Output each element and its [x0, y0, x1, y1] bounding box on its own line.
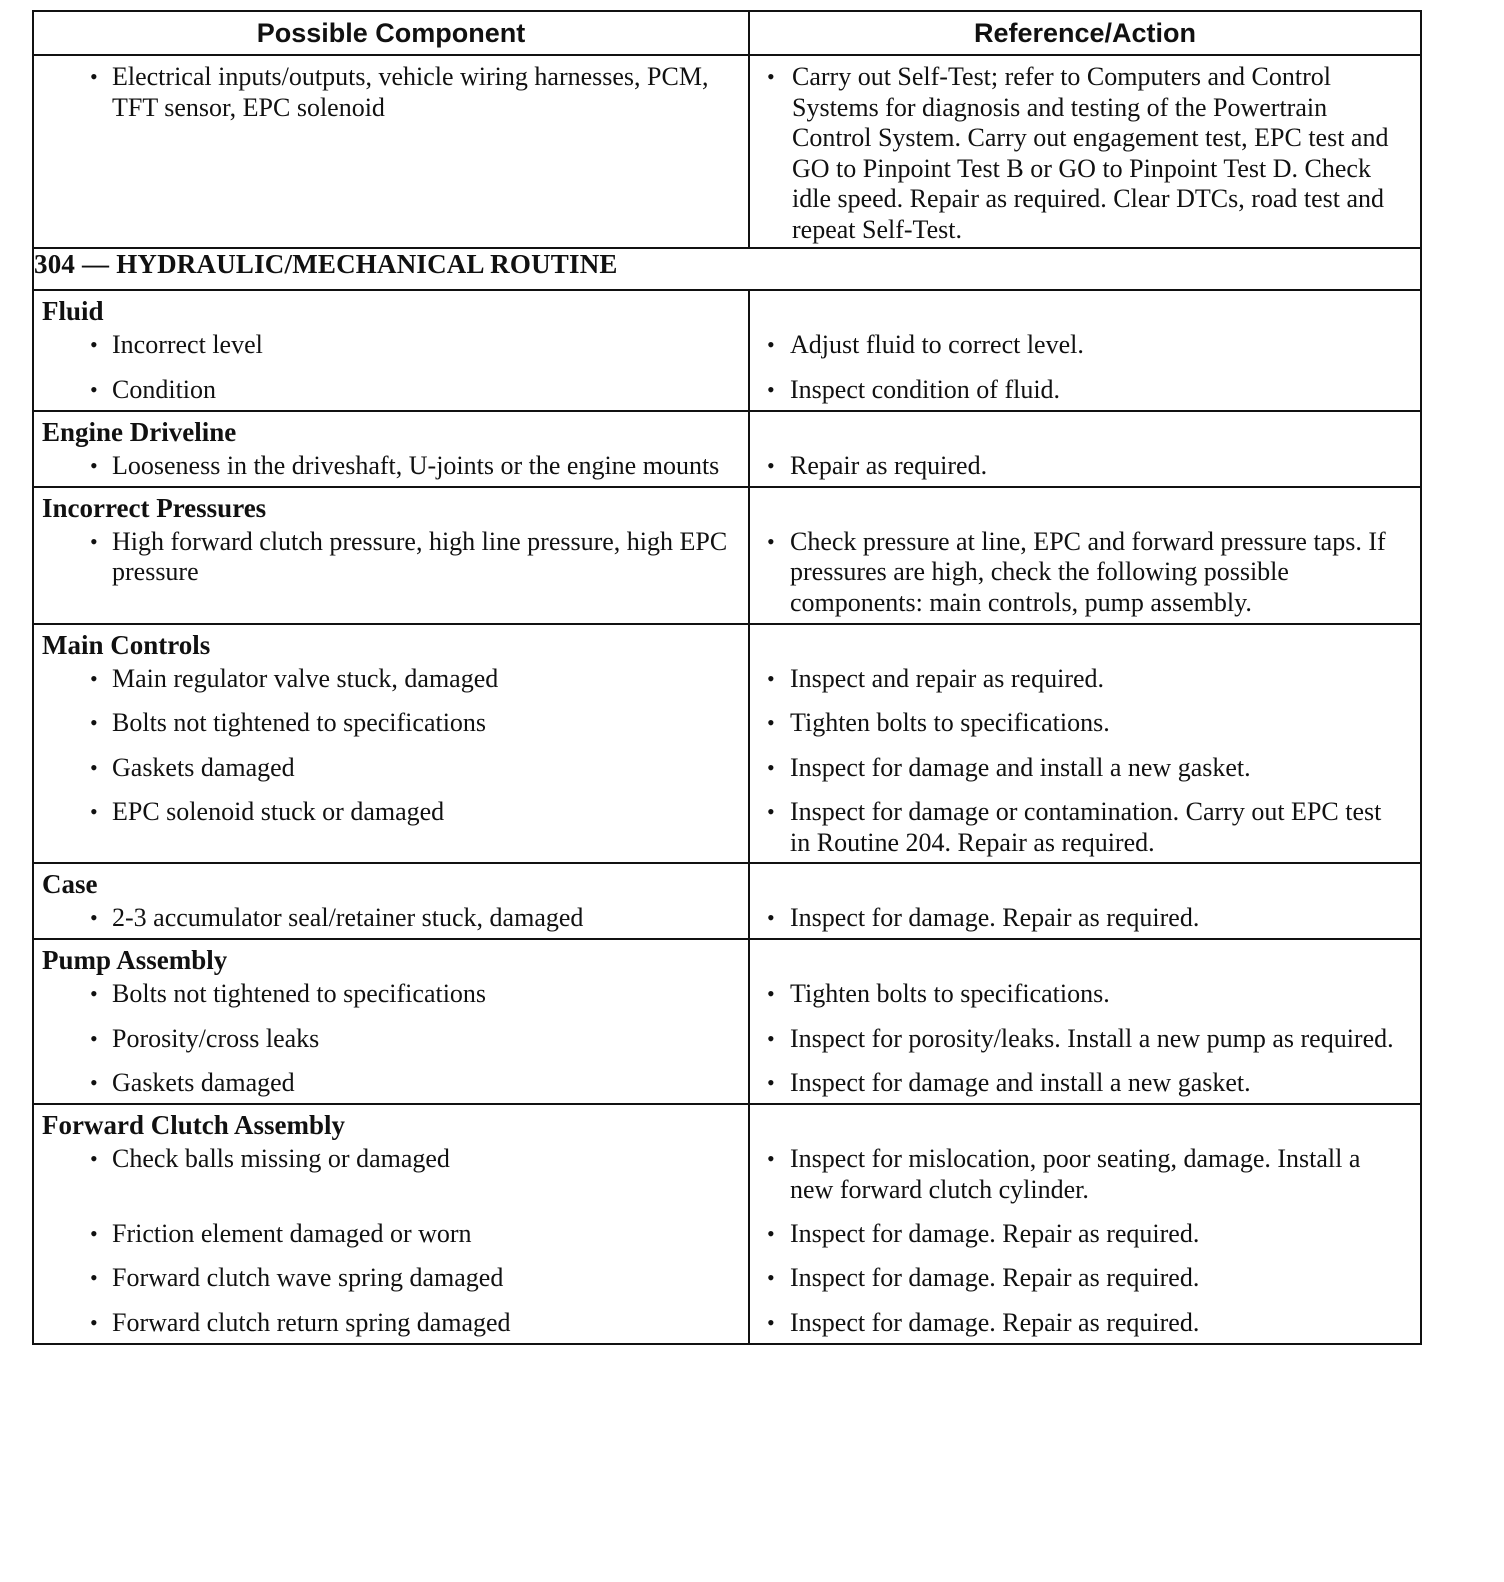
group-spacer — [750, 864, 1420, 903]
group-spacer — [750, 940, 1420, 979]
bullet-icon: • — [90, 528, 98, 554]
bullet-icon: • — [90, 1070, 98, 1095]
table-row — [33, 624, 1421, 864]
list-item — [34, 451, 748, 482]
bullet-icon: • — [767, 1309, 775, 1335]
bullet-icon: • — [767, 905, 775, 930]
list-item — [34, 62, 748, 123]
bullet-icon: • — [767, 665, 775, 691]
component-cell — [33, 55, 749, 248]
action-text: Inspect for mislocation, poor seating, damage. Install a new forward clutch cylinder. — [790, 1144, 1361, 1204]
bullet-icon: • — [90, 1265, 98, 1290]
list-item — [34, 1219, 748, 1250]
list-item — [34, 1068, 748, 1099]
table-row — [33, 863, 1421, 939]
bullet-icon: • — [90, 665, 98, 691]
group-title: Case — [42, 869, 98, 899]
list-item — [750, 979, 1420, 1010]
component-cell — [33, 487, 749, 624]
component-text: High forward clutch pressure, high line pressure, high EPC pressure — [112, 526, 728, 586]
group-title: Pump Assembly — [42, 945, 228, 975]
bullet-icon: • — [90, 981, 98, 1006]
component-cell — [33, 1104, 749, 1344]
group-spacer — [750, 488, 1420, 527]
action-text: Inspect for damage. Repair as required. — [790, 903, 1200, 932]
action-text: Inspect and repair as required. — [790, 663, 1105, 693]
group-spacer — [750, 291, 1420, 330]
bullet-icon: • — [90, 710, 98, 735]
action-cell — [749, 487, 1421, 624]
bullet-icon: • — [767, 710, 775, 735]
section-title: 304 — HYDRAULIC/MECHANICAL ROUTINE — [33, 248, 1421, 290]
action-cell — [749, 411, 1421, 487]
bullet-icon: • — [90, 1025, 98, 1051]
table-row — [33, 1104, 1421, 1344]
action-text: Inspect for porosity/leaks. Install a new pump as required. — [790, 1023, 1394, 1053]
list-item — [750, 753, 1420, 784]
bullet-icon: • — [767, 799, 775, 824]
action-text: Inspect for damage. Repair as required. — [790, 1263, 1200, 1292]
bullet-icon: • — [90, 754, 98, 780]
component-text: Friction element damaged or worn — [112, 1218, 472, 1248]
list-item — [750, 1263, 1420, 1294]
list-item — [34, 375, 748, 406]
table-row — [33, 411, 1421, 487]
component-text: 2-3 accumulator seal/retainer stuck, damaged — [112, 903, 584, 932]
bullet-icon: • — [90, 64, 98, 89]
list-item — [34, 1024, 748, 1055]
bullet-icon: • — [767, 981, 775, 1006]
list-item — [750, 330, 1420, 361]
group-spacer — [750, 1105, 1420, 1144]
table-row — [33, 487, 1421, 624]
action-cell — [749, 939, 1421, 1104]
action-cell — [749, 624, 1421, 864]
list-item — [750, 1308, 1420, 1339]
list-item — [34, 1263, 748, 1294]
action-cell — [749, 863, 1421, 939]
component-text: Condition — [112, 374, 217, 404]
list-item — [750, 664, 1420, 695]
diagnosis-table — [32, 10, 1422, 1345]
list-item — [34, 330, 748, 361]
bullet-icon: • — [767, 754, 775, 780]
component-text: Bolts not tightened to specifications — [112, 708, 487, 737]
group-title: Forward Clutch Assembly — [42, 1110, 345, 1140]
list-item — [750, 62, 1420, 245]
list-item — [750, 451, 1420, 482]
component-text: Gaskets damaged — [112, 752, 295, 782]
action-text: Carry out Self-Test; refer to Computers and Control Systems for diagnosis and testing of the Powertrain Control System. Carry out engagement test, EPC test and GO to Pinpoint Test B or GO to Pinpoint Test D. Check idle speed. Repair as required. Clear DTCs, road test and repeat Self-Test. — [792, 62, 1389, 244]
component-text: Forward clutch wave spring damaged — [112, 1263, 504, 1292]
bullet-icon: • — [90, 1146, 98, 1171]
list-item — [34, 797, 748, 858]
component-text: Electrical inputs/outputs, vehicle wiring harnesses, PCM, TFT sensor, EPC solenoid — [112, 62, 709, 122]
action-cell — [749, 1104, 1421, 1344]
action-text: Adjust fluid to correct level. — [790, 330, 1084, 359]
component-text: Bolts not tightened to specifications — [112, 979, 487, 1008]
list-item — [34, 903, 748, 934]
group-title: Incorrect Pressures — [42, 492, 267, 523]
list-item — [34, 753, 748, 784]
bullet-icon: • — [767, 64, 775, 89]
list-item — [750, 1144, 1420, 1205]
header-row — [33, 11, 1421, 55]
list-item — [750, 903, 1420, 934]
group-title: Engine Driveline — [42, 416, 237, 447]
section-row — [33, 248, 1421, 290]
bullet-icon: • — [90, 905, 98, 930]
bullet-icon: • — [767, 1070, 775, 1095]
bullet-icon: • — [767, 376, 775, 402]
table-row — [33, 55, 1421, 248]
action-text: Repair as required. — [790, 450, 988, 480]
action-text: Inspect condition of fluid. — [790, 374, 1061, 404]
bullet-icon: • — [767, 452, 775, 478]
list-item — [750, 527, 1420, 619]
component-text: Gaskets damaged — [112, 1068, 295, 1097]
component-text: Looseness in the driveshaft, U-joints or the engine mounts — [112, 450, 720, 480]
bullet-icon: • — [767, 1025, 775, 1051]
list-item — [34, 527, 748, 619]
component-text: Incorrect level — [112, 330, 263, 359]
component-text: EPC solenoid stuck or damaged — [112, 797, 445, 826]
header-possible-component: Possible Component — [33, 11, 749, 55]
action-text: Inspect for damage and install a new gasket. — [790, 752, 1251, 782]
group-spacer — [750, 412, 1420, 451]
list-item — [750, 1068, 1420, 1099]
table-row — [33, 290, 1421, 411]
bullet-icon: • — [767, 1220, 775, 1246]
bullet-icon: • — [90, 1309, 98, 1335]
component-text: Main regulator valve stuck, damaged — [112, 663, 499, 693]
action-text: Inspect for damage. Repair as required. — [790, 1218, 1200, 1248]
action-text: Tighten bolts to specifications. — [790, 708, 1110, 737]
table-row — [33, 939, 1421, 1104]
list-item — [750, 708, 1420, 739]
bullet-icon: • — [90, 452, 98, 478]
list-item — [750, 797, 1420, 858]
list-item — [34, 708, 748, 739]
component-cell — [33, 290, 749, 411]
list-item — [750, 1219, 1420, 1250]
list-item — [34, 664, 748, 695]
action-text: Inspect for damage. Repair as required. — [790, 1307, 1200, 1337]
bullet-icon: • — [90, 799, 98, 824]
action-cell — [749, 290, 1421, 411]
group-title: Main Controls — [42, 629, 211, 660]
bullet-icon: • — [90, 1220, 98, 1246]
bullet-icon: • — [767, 1146, 775, 1171]
component-text: Check balls missing or damaged — [112, 1144, 450, 1173]
header-reference-action: Reference/Action — [749, 11, 1421, 55]
component-cell — [33, 411, 749, 487]
component-cell — [33, 939, 749, 1104]
component-cell — [33, 863, 749, 939]
list-item — [34, 1308, 748, 1339]
component-text: Forward clutch return spring damaged — [112, 1307, 511, 1337]
bullet-icon: • — [90, 332, 98, 357]
list-item — [750, 375, 1420, 406]
list-item — [750, 1024, 1420, 1055]
bullet-icon: • — [90, 376, 98, 402]
bullet-icon: • — [767, 332, 775, 357]
bullet-icon: • — [767, 1265, 775, 1290]
action-text: Inspect for damage and install a new gasket. — [790, 1068, 1251, 1097]
list-item — [34, 979, 748, 1010]
component-text: Porosity/cross leaks — [112, 1023, 320, 1053]
group-title: Fluid — [42, 296, 104, 326]
group-spacer — [750, 625, 1420, 664]
action-text: Inspect for damage or contamination. Carry out EPC test in Routine 204. Repair as required. — [790, 797, 1382, 857]
action-cell — [749, 55, 1421, 248]
component-cell — [33, 624, 749, 864]
list-item — [34, 1144, 748, 1205]
action-text: Tighten bolts to specifications. — [790, 979, 1110, 1008]
bullet-icon: • — [767, 528, 775, 554]
action-text: Check pressure at line, EPC and forward pressure taps. If pressures are high, check the following possible components: main controls, pump assembly. — [790, 526, 1386, 617]
